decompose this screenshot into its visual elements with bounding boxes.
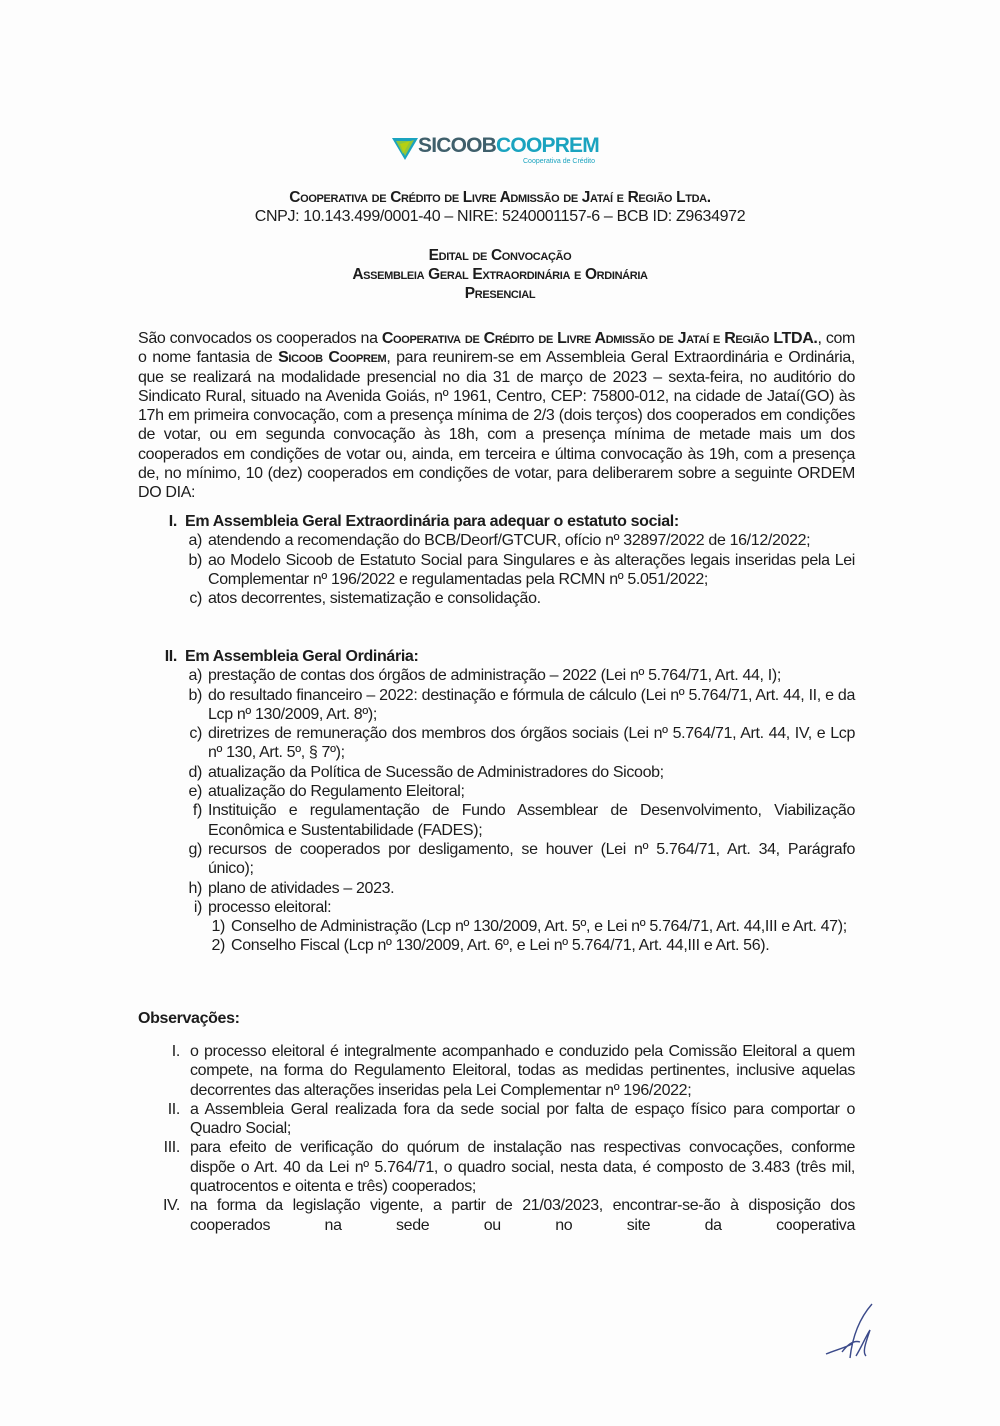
item-text: ao Modelo Sicoob de Estatuto Social para Singulares e às alterações legais inseridas pela Lei Complementar nº 196/2022 e regulamentadas pela RCMN nº 5.051/2022;	[208, 551, 855, 588]
list-item	[138, 801, 855, 840]
section-ordinary	[138, 647, 855, 956]
list-item	[138, 840, 855, 879]
section-number: I.	[168, 513, 177, 530]
observation-text: a Assembleia Geral realizada fora da sede social por falta de espaço físico para comportar o Quadro Social;	[190, 1100, 855, 1138]
item-label: h)	[188, 879, 202, 897]
section-heading	[138, 647, 855, 666]
list-item	[138, 551, 855, 590]
sicoob-cooprem-logo	[392, 134, 612, 170]
section-number: II.	[164, 648, 177, 665]
item-text: prestação de contas dos órgãos de administração – 2022 (Lei nº 5.764/71, Art. 44, I);	[208, 667, 781, 685]
item-label: a)	[188, 532, 202, 550]
item-text: atos decorrentes, sistematização e consolidação.	[208, 590, 541, 608]
subitem-label: 1)	[211, 918, 225, 936]
item-text: Instituição e regulamentação de Fundo Assemblear de Desenvolvimento, Viabilização Econômica e Sustentabilidade (FADES);	[208, 802, 855, 839]
item-text: recursos de cooperados por desligamento, se houver (Lei nº 5.764/71, Art. 34, Parágrafo único);	[208, 840, 855, 878]
item-text: do resultado financeiro – 2022: destinação e fórmula de cálculo (Lei nº 5.764/71, Art. 44, II, e da Lcp nº 130/2009, Art. 8º);	[208, 686, 855, 723]
list-item	[138, 589, 855, 608]
section-title: Em Assembleia Geral Ordinária:	[185, 648, 419, 665]
item-label: c)	[189, 725, 202, 743]
intro-company: Cooperativa de Crédito de Livre Admissão de Jataí e Região LTDA.	[381, 330, 818, 347]
sicoob-triangle-icon	[392, 136, 418, 160]
item-text: plano de atividades – 2023.	[208, 879, 395, 897]
list-item	[138, 898, 855, 917]
subitem-label: 2)	[211, 937, 225, 955]
observation-label: II.	[167, 1100, 180, 1118]
list-item	[138, 531, 855, 550]
intro-text: , para reunirem-se em Assembleia Geral Extraordinária e Ordinária, que se realizará na modalidade presencial no dia 31 de março de 2023 – sexta-feira, no auditório do Sindicato Rural, situado na Avenida Goiás, nº 1961, Centro, CEP: 75800-012, na cidade de Jataí(GO) às 17h em primeira convocação, com a presença mínima de 2/3 (dois terços) dos cooperados em condições de votar, ou em segunda convocação às 18h, com a presença mínima de metade mais um dos cooperados em condições de votar ou, ainda, em terceira e última convocação às 19h, com a presença de, no mínimo, 10 (dez) cooperados em condições de votar, para deliberarem sobre a seguinte ORDEM DO DIA:	[138, 349, 855, 502]
observations-title: Observações:	[138, 1010, 240, 1027]
item-label: a)	[188, 667, 202, 685]
item-text: diretrizes de remuneração dos membros dos órgãos sociais (Lei nº 5.764/71, Art. 44, IV, e Lcp nº 130, Art. 5º, § 7º);	[208, 725, 855, 762]
observation-item	[138, 1196, 855, 1235]
section-extraordinary	[138, 512, 855, 608]
observation-text: na forma da legislação vigente, a partir de 21/03/2023, encontrar-se-ão à disposição dos cooperados na sede ou no site da cooperativa	[190, 1197, 855, 1234]
company-ids: CNPJ: 10.143.499/0001-40 – NIRE: 5240001157-6 – BCB ID: Z9634972	[254, 208, 746, 225]
item-label: g)	[188, 840, 202, 858]
observation-label: I.	[171, 1043, 180, 1060]
observation-label: III.	[163, 1139, 180, 1157]
sub-list-item	[138, 917, 855, 936]
logo-part1: SICOOB	[418, 134, 497, 157]
list-item	[138, 879, 855, 898]
intro-text: São convocados os cooperados na	[138, 330, 382, 347]
item-label: b)	[188, 551, 202, 569]
item-label: i)	[193, 898, 202, 916]
logo-part2: COOPREM	[496, 134, 599, 157]
observation-text: o processo eleitoral é integralmente acompanhado e conduzido pela Comissão Eleitoral a quem compete, na forma do Regulamento Eleitoral, todas as medidas pertinentes, inclusive aquelas decorrentes das alterações inseridas pela Lei Complementar nº 196/2022;	[190, 1043, 855, 1099]
item-text: atualização da Política de Sucessão de Administradores do Sicoob;	[208, 763, 664, 781]
item-text: atualização do Regulamento Eleitoral;	[208, 783, 465, 801]
intro-paragraph	[138, 329, 855, 503]
observation-label: IV.	[162, 1197, 180, 1215]
item-text: processo eleitoral:	[208, 898, 332, 916]
observation-item	[138, 1100, 855, 1139]
list-item	[138, 666, 855, 685]
intro-brand: Sicoob Cooprem	[278, 349, 387, 367]
company-name: Cooperativa de Crédito de Livre Admissão de Jataí e Região Ltda.	[289, 189, 711, 206]
item-text: atendendo a recomendação do BCB/Deorf/GTCUR, ofício nº 32897/2022 de 16/12/2022;	[208, 532, 811, 550]
observation-item	[138, 1138, 855, 1196]
item-label: c)	[189, 590, 202, 608]
item-label: d)	[188, 763, 202, 781]
item-label: f)	[192, 802, 202, 820]
signature	[822, 1300, 878, 1364]
logo-tagline: Cooperativa de Crédito	[523, 158, 595, 165]
subitem-text: Conselho Fiscal (Lcp nº 130/2009, Art. 6º, e Lei nº 5.764/71, Art. 44,III e Art. 56).	[231, 937, 770, 955]
section-title: Em Assembleia Geral Extraordinária para adequar o estatuto social:	[185, 513, 679, 530]
doc-title: Edital de Convocação	[428, 247, 572, 264]
item-label: e)	[188, 783, 202, 801]
list-item	[138, 782, 855, 801]
doc-modality: Presencial	[464, 285, 536, 302]
doc-subtitle: Assembleia Geral Extraordinária e Ordinária	[352, 266, 648, 283]
list-item	[138, 686, 855, 725]
intro-text: , com o nome fantasia de	[138, 330, 856, 367]
observation-text: para efeito de verificação do quórum de instalação nas respectivas convocações, conforme dispõe o Art. 40 da Lei nº 5.764/71, o quadro social, nesta data, é composto de 3.483 (três mil, quatrocentos e oitenta e três) cooperados;	[190, 1139, 855, 1196]
list-item	[138, 724, 855, 763]
item-label: b)	[188, 686, 202, 704]
sub-list-item	[138, 936, 855, 955]
list-item	[138, 763, 855, 782]
observations-list	[138, 1042, 855, 1235]
logo-wordmark	[418, 134, 599, 158]
section-heading	[138, 512, 855, 531]
observation-item	[138, 1042, 855, 1100]
subitem-text: Conselho de Administração (Lcp nº 130/2009, Art. 5º, e Lei nº 5.764/71, Art. 44,III e Art. 47);	[231, 918, 847, 936]
